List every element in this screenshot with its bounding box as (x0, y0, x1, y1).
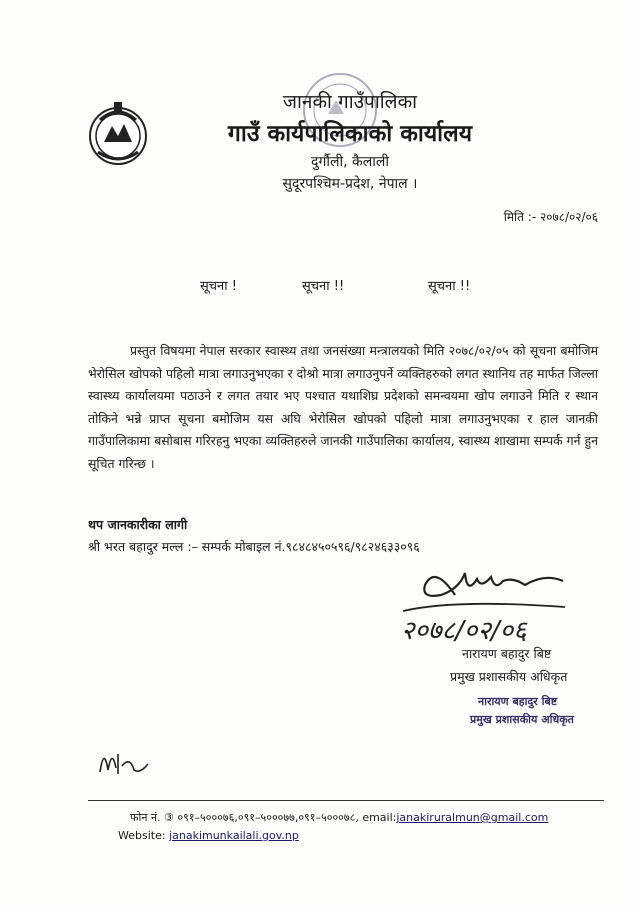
footer-email-link[interactable]: janakiruralmun@gmail.com (396, 811, 549, 824)
office-name: गाउँ कार्यपालिकाको कार्यालय (227, 121, 473, 147)
nepal-emblem-icon (84, 100, 152, 168)
notice-body: प्रस्तुत विषयमा नेपाल सरकार स्वास्थ्य तथा जनसंख्या मन्त्रालयको मिति २०७८/०२/०५ को सूचना बमोजिम भेरोसिल खोपको पहिलो मात्रा लगाउनुभएका र दोश्रो मात्रा लगाउनुपर्ने व्यक्तिहरुको लगत स्थानिय तह मार्फत जिल्ला स्वास्थ्य कार्यालयमा पठाउने र लगत तयार भए पश्चात यथाशिघ्र प्रदेशको समन्वयमा खोप लगाउने मिति र स्थान तोकिने भन्ने प्राप्त सूचना बमोजिम यस अघि भेरोसिल खोपको पहिलो मात्रा लगाउनुभएका र हाल जानकी गाउँपालिकामा बसोबास गरिरहनु भएका व्यक्तिहरुले जानकी गाउँपालिका कार्यालय, स्वास्थ्य शाखामा सम्पर्क गर्न हुन सूचित गरिन्छ । (88, 343, 598, 471)
notice-label-2: सूचना !! (302, 279, 345, 294)
footer-website-link[interactable]: janakimunkailali.gov.np (169, 829, 299, 842)
footer-phone: फोन नं. ③ ०९१–५०००७६,०९१–५०००७७,०९१–५०००७८, email: (130, 811, 397, 824)
svg-text:२०७८/०२/०६: २०७८/०२/०६ (401, 616, 527, 645)
office-location: दुर्गौली, कैलाली (311, 154, 389, 170)
more-info-heading: थप जानकारीका लागी (88, 517, 188, 532)
contact-line: श्री भरत बहादुर मल्ल :– सम्पर्क मोबाइल नं.९८४८४५०५९६/९८२४६३३०९६ (88, 539, 420, 554)
footer-divider (88, 800, 604, 801)
title-stamp: प्रमुख प्रशासकीय अधिकृत (470, 713, 574, 726)
handwritten-initials (96, 744, 152, 780)
notice-label-1: सूचना ! (200, 279, 237, 294)
name-stamp: नारायण बहादुर बिष्ट (478, 695, 558, 708)
footer-contact (130, 810, 548, 825)
signer-title: प्रमुख प्रशासकीय अधिकृत (450, 669, 568, 684)
letter-date: मिति :- २०७८/०२/०६ (503, 210, 598, 224)
handwritten-signature (395, 555, 595, 645)
footer-website-label: Website: (118, 829, 170, 842)
office-province: सुदूरपश्चिम-प्रदेश, नेपाल । (282, 176, 418, 192)
municipality-name: जानकी गाउँपालिका (282, 91, 418, 113)
notice-label-3: सूचना !! (428, 279, 471, 294)
footer-website (118, 829, 299, 842)
signer-name: नारायण बहादुर बिष्ट (462, 646, 552, 661)
